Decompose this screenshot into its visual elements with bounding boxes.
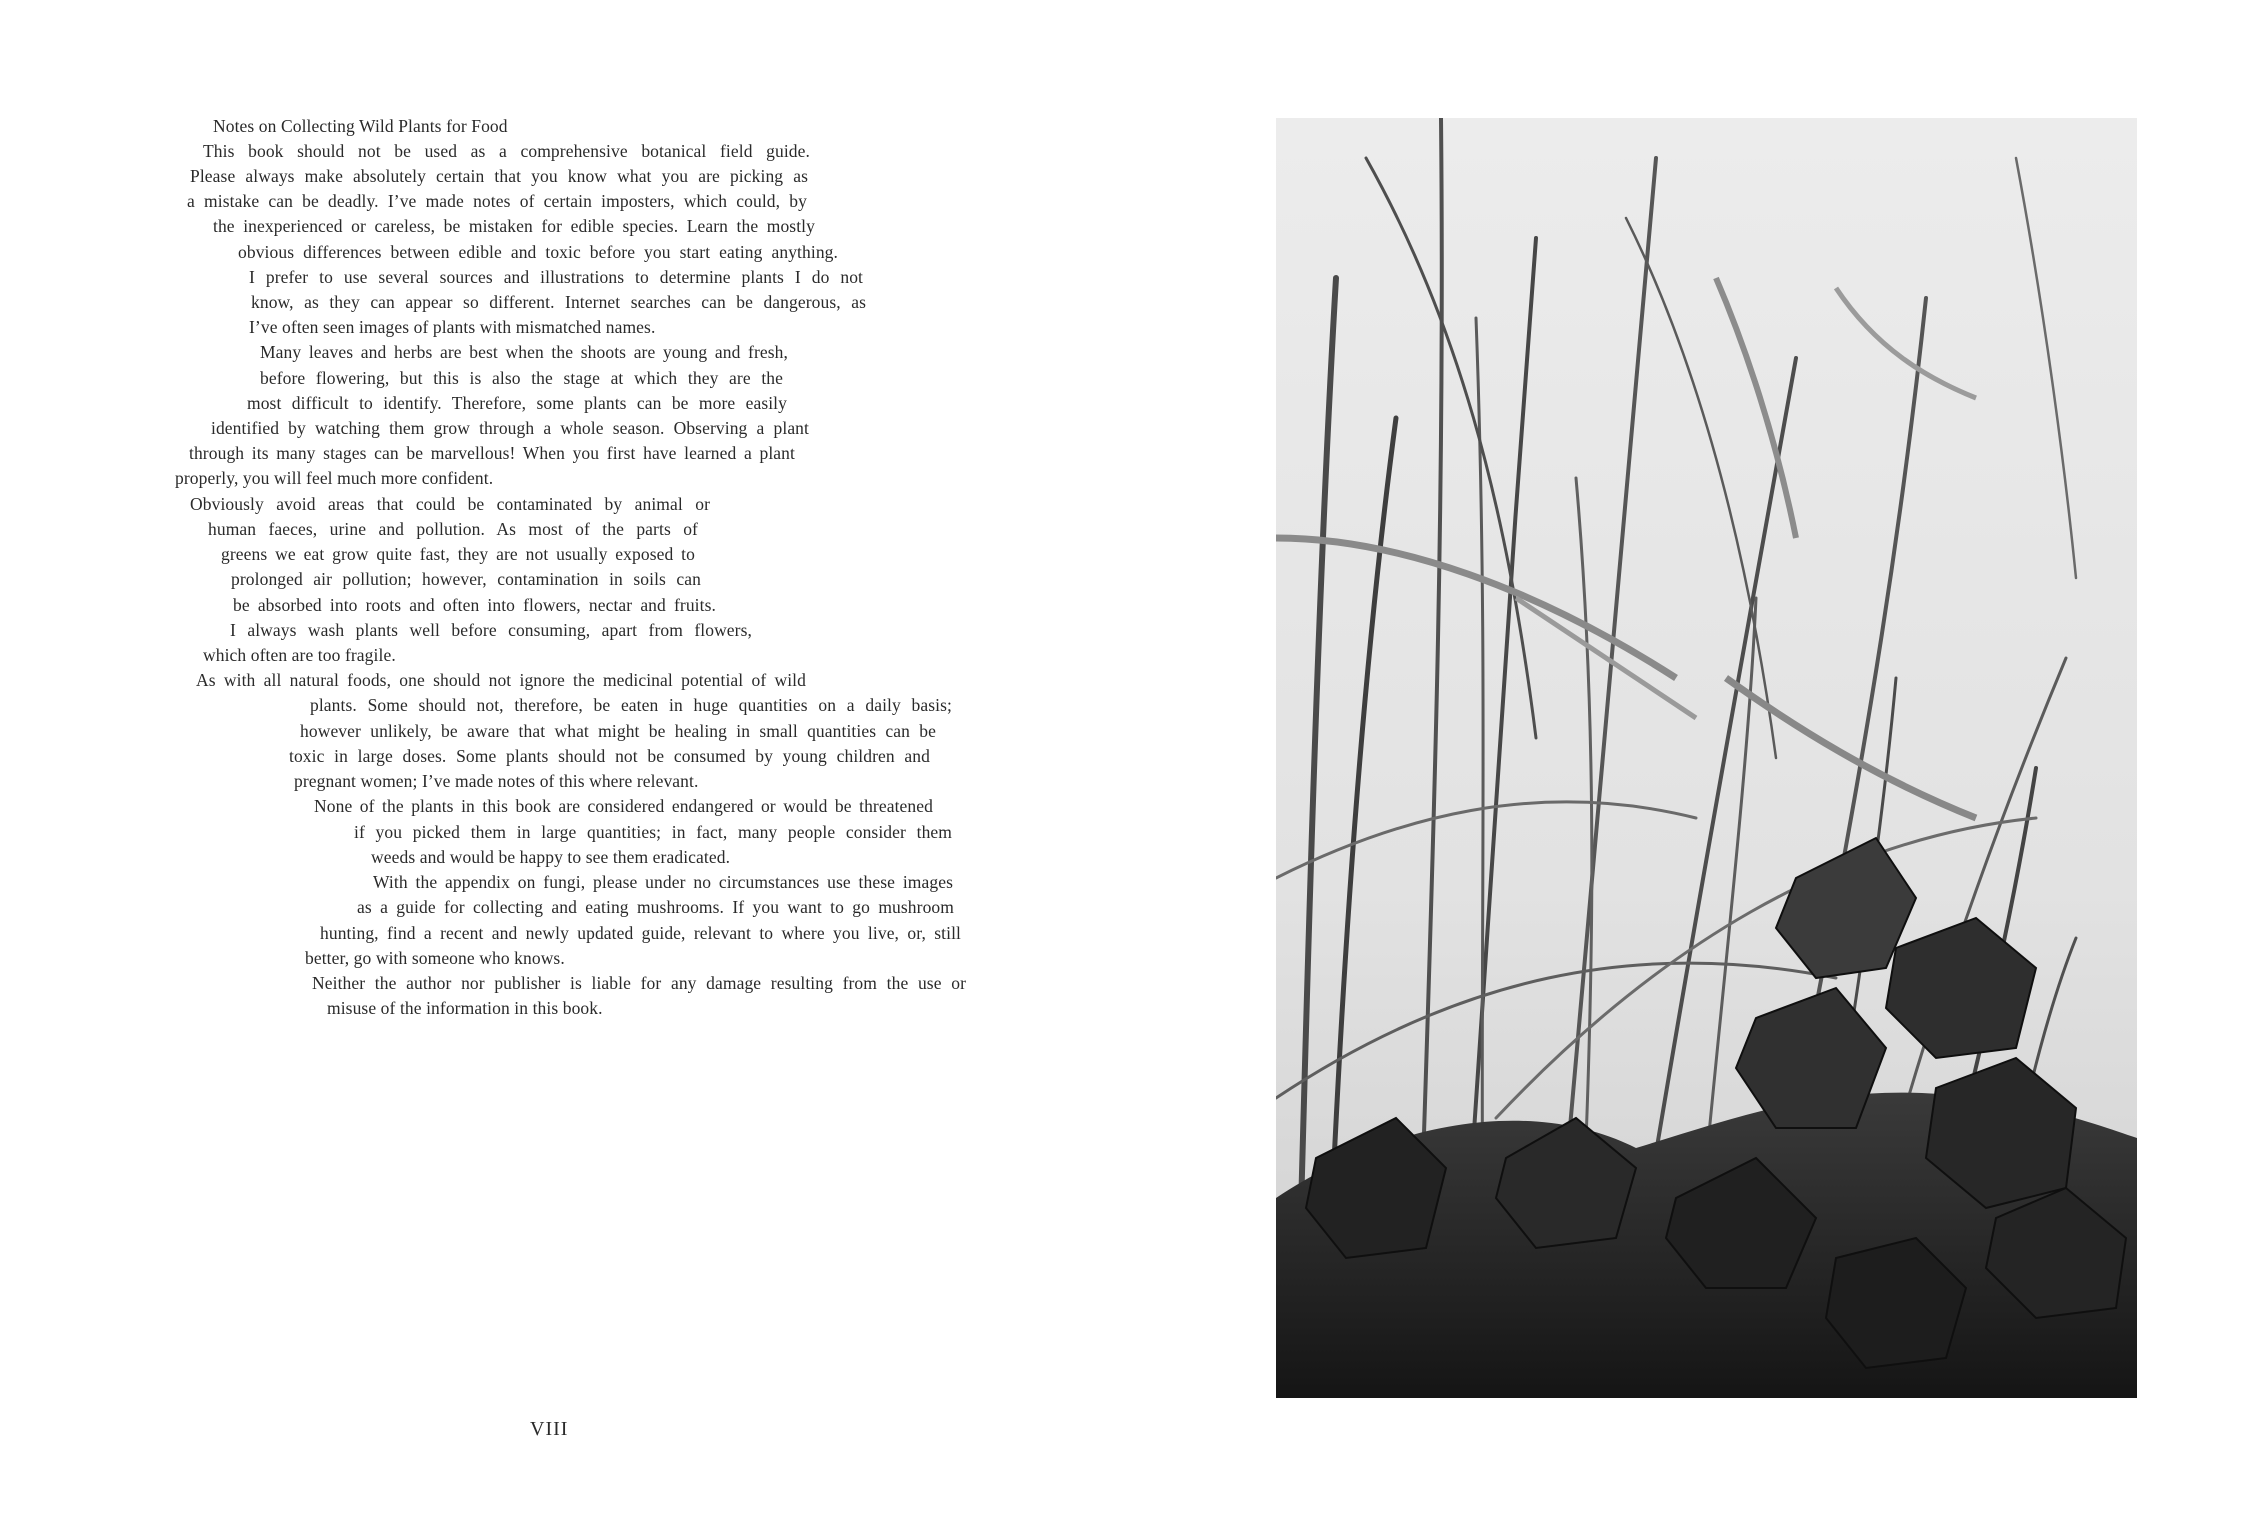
text-line: obvious differences between edible and toxic before you start eating anything. — [238, 242, 838, 262]
text-line: weeds and would be happy to see them eradicated. — [371, 847, 731, 867]
text-line: however unlikely, be aware that what might be healing in small quantities can be — [300, 721, 936, 741]
text-line: identified by watching them grow through a whole season. Observing a plant — [211, 418, 809, 438]
text-line: before flowering, but this is also the stage at which they are the — [260, 368, 783, 388]
text-line: through its many stages can be marvellous! When you first have learned a plant — [189, 443, 795, 463]
text-line: a mistake can be deadly. I’ve made notes of certain imposters, which could, by — [187, 191, 807, 211]
text-line: as a guide for collecting and eating mushrooms. If you want to go mushroom — [357, 897, 954, 917]
text-line: properly, you will feel much more confident. — [175, 468, 494, 488]
text-line: most difficult to identify. Therefore, some plants can be more easily — [247, 393, 787, 413]
text-line: Please always make absolutely certain that you know what you are picking as — [190, 166, 808, 186]
text-line: if you picked them in large quantities; in fact, many people consider them — [354, 822, 952, 842]
text-line: prolonged air pollution; however, contamination in soils can — [231, 569, 701, 589]
text-line: None of the plants in this book are considered endangered or would be threatened — [314, 796, 933, 816]
text-line: With the appendix on fungi, please under no circumstances use these images — [373, 872, 953, 892]
grass-and-leaves-illustration — [1276, 118, 2137, 1398]
notes-text-block — [0, 0, 1100, 1100]
text-line: misuse of the information in this book. — [327, 998, 603, 1018]
text-line: hunting, find a recent and newly updated guide, relevant to where you live, or, still — [320, 923, 961, 943]
text-line: human faeces, urine and pollution. As most of the parts of — [208, 519, 698, 539]
text-line: I’ve often seen images of plants with mismatched names. — [249, 317, 656, 337]
text-line: which often are too fragile. — [203, 645, 396, 665]
text-line: pregnant women; I’ve made notes of this where relevant. — [294, 771, 699, 791]
text-line: Many leaves and herbs are best when the shoots are young and fresh, — [260, 342, 788, 362]
section-title: Notes on Collecting Wild Plants for Food — [213, 116, 508, 136]
text-line: I always wash plants well before consuming, apart from flowers, — [230, 620, 752, 640]
text-line: As with all natural foods, one should not ignore the medicinal potential of wild — [196, 670, 806, 690]
page-number: VIII — [530, 1418, 569, 1440]
text-line: better, go with someone who knows. — [305, 948, 565, 968]
plant-photograph — [1276, 118, 2137, 1398]
text-line: know, as they can appear so different. Internet searches can be dangerous, as — [251, 292, 866, 312]
text-line: toxic in large doses. Some plants should not be consumed by young children and — [289, 746, 930, 766]
text-line: greens we eat grow quite fast, they are not usually exposed to — [221, 544, 695, 564]
text-line: This book should not be used as a comprehensive botanical field guide. — [203, 141, 810, 161]
text-line: be absorbed into roots and often into flowers, nectar and fruits. — [233, 595, 716, 615]
text-line: plants. Some should not, therefore, be eaten in huge quantities on a daily basis; — [310, 695, 952, 715]
text-line: the inexperienced or careless, be mistaken for edible species. Learn the mostly — [213, 216, 815, 236]
text-line: I prefer to use several sources and illustrations to determine plants I do not — [249, 267, 863, 287]
text-line: Obviously avoid areas that could be contaminated by animal or — [190, 494, 710, 514]
text-line: Neither the author nor publisher is liable for any damage resulting from the use or — [312, 973, 966, 993]
